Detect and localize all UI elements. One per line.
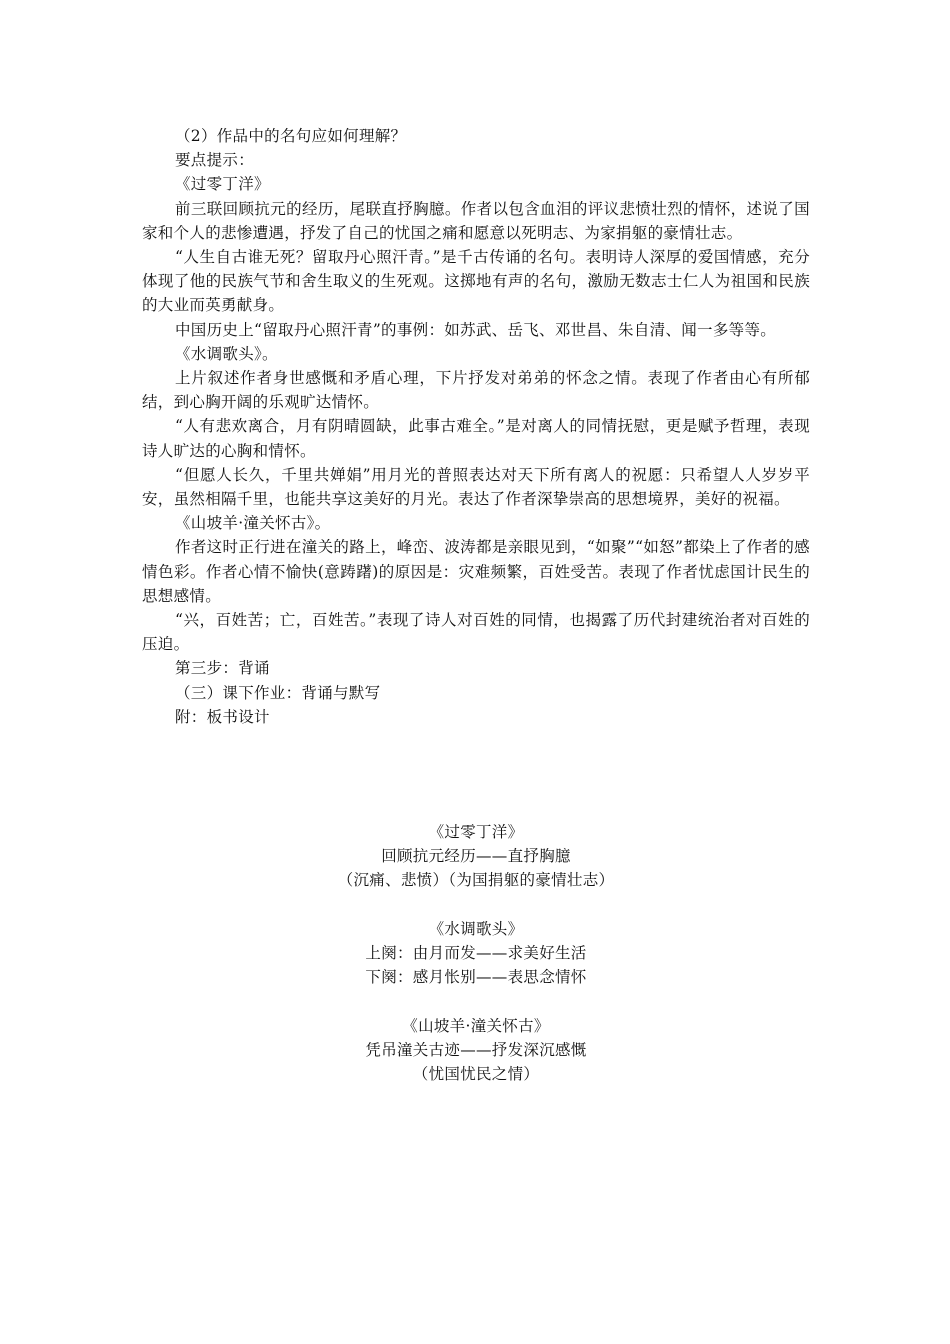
board-title-guolingdingyang: 《过零丁洋》 — [428, 823, 524, 841]
paragraph: 上片叙述作者身世感慨和矛盾心理，下片抒发对弟弟的怀念之情。表现了作者由心有所郁结，到心胸开阔的乐观旷达情怀。 — [142, 369, 810, 412]
board-line: 下阕：感月怅别——表思念情怀 — [365, 968, 587, 987]
board-line: 凭吊潼关古迹——抒发深沉感慨 — [365, 1040, 587, 1059]
paragraph: “人有悲欢离合，月有阴晴圆缺，此事古难全。”是对离人的同情抚慰，更是赋予哲理，表现诗人旷达的心胸和情怀。 — [142, 417, 810, 460]
homework-heading: （三）课下作业：背诵与默写 — [175, 683, 381, 702]
paragraph: “兴，百姓苦；亡，百姓苦。”表现了诗人对百姓的同情，也揭露了历代封建统治者对百姓的压迫。 — [142, 611, 810, 654]
spacer — [142, 989, 810, 1013]
board-line: （沉痛、悲愤）（为国捐躯的豪情壮志） — [337, 871, 615, 890]
paragraph: 中国历史上“留取丹心照汗青”的事例：如苏武、岳飞、邓世昌、朱自清、闻一多等等。 — [175, 320, 777, 339]
board-line: （忧国忧民之情） — [412, 1065, 540, 1083]
poem-title-shanpoyang: 《山坡羊·潼关怀古》。 — [175, 514, 331, 533]
hint-label: 要点提示： — [175, 151, 255, 170]
board-design — [142, 820, 810, 1086]
board-title-shuidiaogetou: 《水调歌头》 — [428, 919, 524, 938]
board-title-shanpoyang: 《山坡羊·潼关怀古》 — [402, 1016, 550, 1035]
question-heading: （2）作品中的名句应如何理解？ — [175, 127, 407, 145]
poem-title-shuidiaogetou: 《水调歌头》。 — [175, 344, 278, 363]
document-body — [142, 124, 810, 729]
board-line: 回顾抗元经历——直抒胸臆 — [381, 847, 571, 866]
paragraph: “但愿人长久，千里共婵娟”用月光的普照表达对天下所有离人的祝愿：只希望人人岁岁平安，虽然相隔千里，也能共享这美好的月光。表达了作者深挚崇高的思想境界，美好的祝福。 — [142, 465, 810, 509]
paragraph: 前三联回顾抗元的经历，尾联直抒胸臆。作者以包含血泪的评议悲愤壮烈的情怀，述说了国家和个人的悲惨遭遇，抒发了自己的忧国之痛和愿意以死明志、为家捐躯的豪情壮志。 — [142, 199, 810, 242]
step-heading: 第三步：背诵 — [175, 659, 270, 678]
paragraph: 作者这时正行进在潼关的路上，峰峦、波涛都是亲眼见到，“如聚”“如怒”都染上了作者的感情色彩。作者心情不愉快(意踌躇)的原因是：灾难频繁，百姓受苦。表现了作者忧虑国计民生的思想感情。 — [142, 538, 810, 605]
poem-title-guolingdingyang: 《过零丁洋》 — [175, 175, 270, 194]
spacer — [142, 893, 810, 917]
paragraph: “人生自古谁无死？留取丹心照汗青。”是千古传诵的名句。表明诗人深厚的爱国情感，充分体现了他的民族气节和舍生取义的生死观。这掷地有声的名句，激励无数志士仁人为祖国和民族的大业而英勇献身。 — [142, 248, 810, 315]
board-line: 上阕：由月而发——求美好生活 — [365, 944, 587, 962]
board-design-heading: 附：板书设计 — [175, 707, 270, 726]
